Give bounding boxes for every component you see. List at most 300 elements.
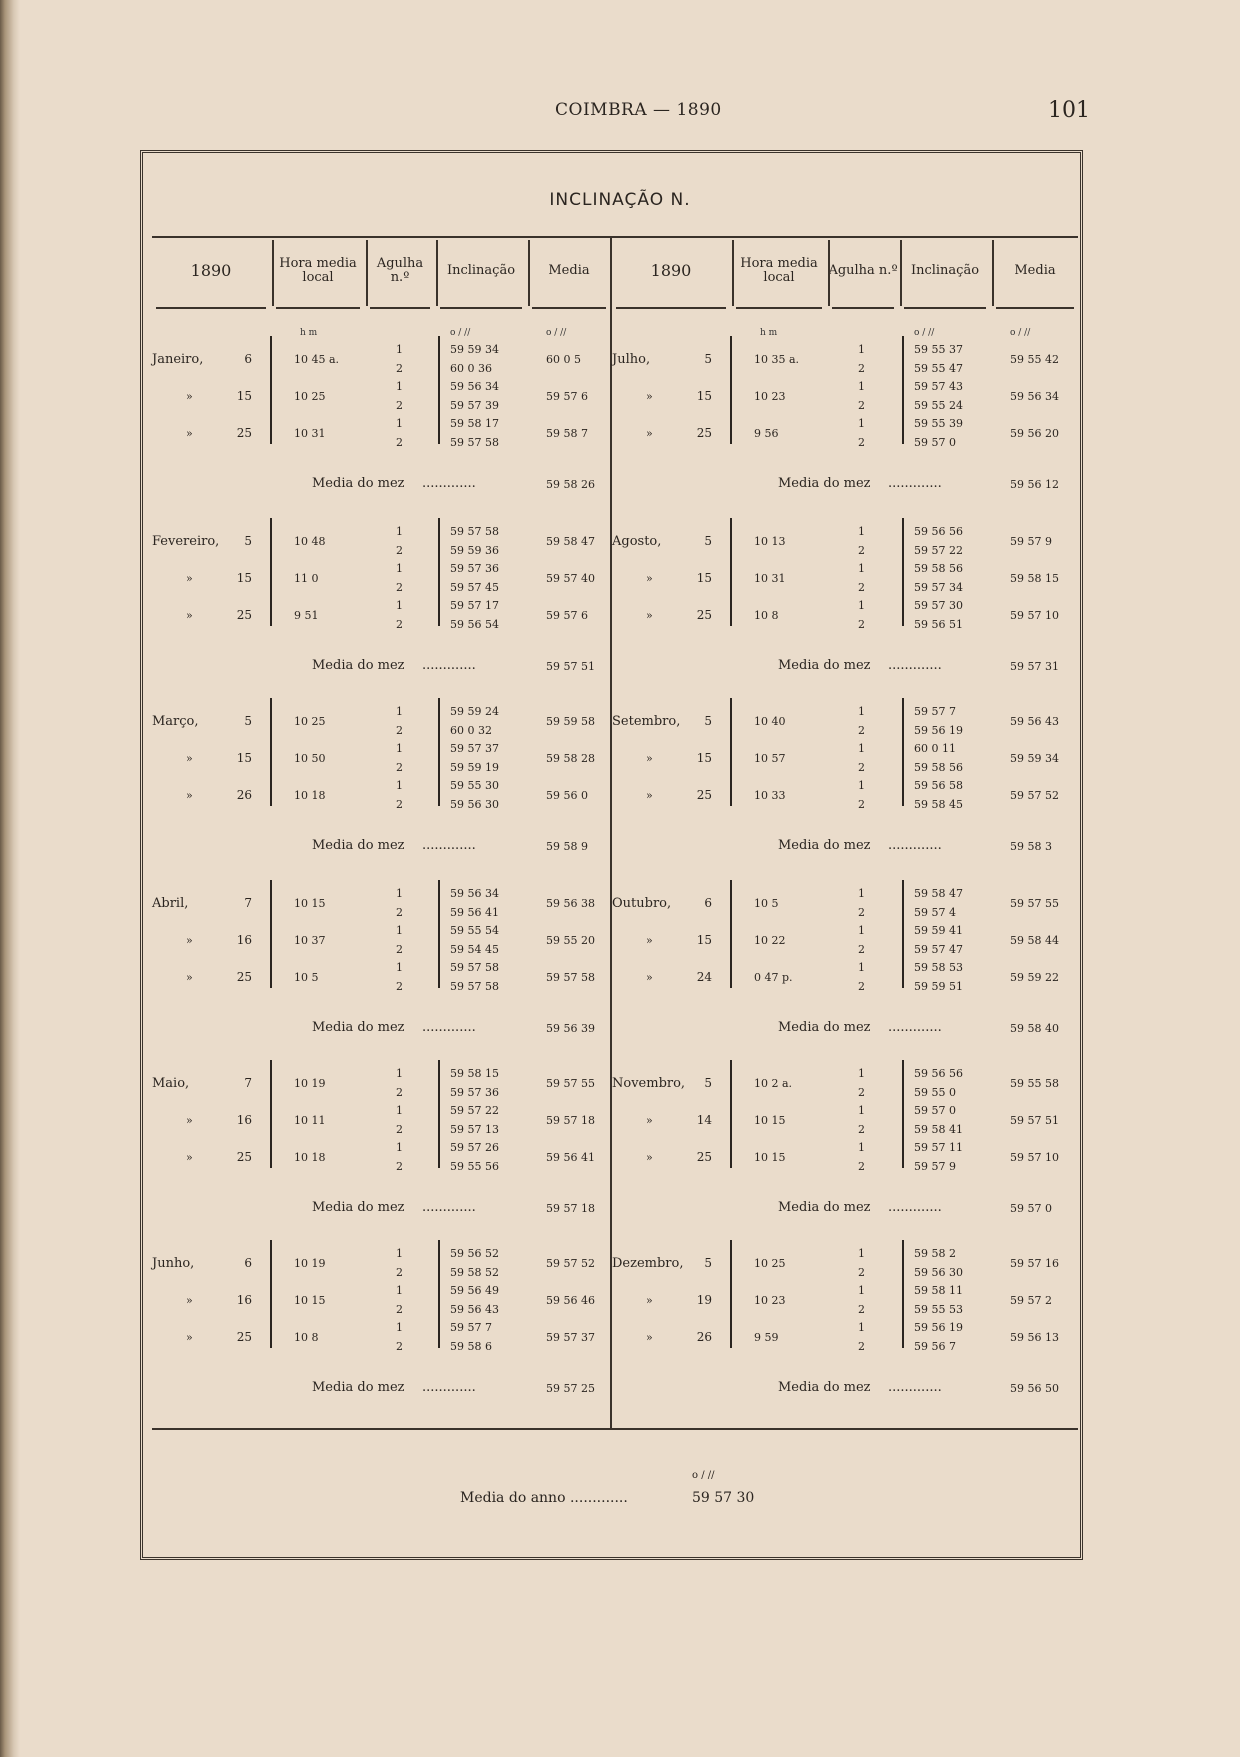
inclination-value: 59 58 15 [450,1067,499,1080]
monthly-mean-value: 59 57 51 [546,660,595,673]
month-name: Fevereiro, [152,534,220,549]
column-header: Hora media local [740,256,818,285]
needle-number: 1 [858,1141,865,1154]
header-divider [436,240,438,306]
monthly-mean-dots: ............. [422,1200,476,1215]
ditto-mark: » [646,1331,653,1344]
inclination-value: 59 59 36 [450,544,499,557]
page-title: COIMBRA — 1890 [555,100,722,120]
mean-value: 59 58 28 [546,752,595,765]
mean-value: 59 57 2 [1010,1294,1052,1307]
day-number: 25 [696,608,712,622]
inclination-value: 59 57 36 [450,1086,499,1099]
monthly-mean-dots: ............. [422,658,476,673]
inclination-value: 59 57 37 [450,742,499,755]
inclination-value: 59 57 0 [914,436,956,449]
inclination-value: 59 57 7 [450,1321,492,1334]
needle-number: 2 [396,1123,403,1136]
needle-number: 1 [858,1284,865,1297]
needle-number: 1 [396,380,403,393]
annual-dots: ............. [565,1490,628,1506]
day-number: 6 [244,1256,252,1270]
inclination-value: 59 57 17 [450,599,499,612]
hour-value: 10 31 [754,572,786,585]
day-number: 24 [696,970,712,984]
month-name: Maio, [152,1076,190,1091]
hour-value: 9 56 [754,427,779,440]
month-name: Novembro, [612,1076,686,1091]
needle-number: 1 [396,961,403,974]
inclination-value: 59 55 24 [914,399,963,412]
monthly-mean-label: Media do mez [778,658,871,673]
inclination-value: 59 56 56 [914,525,963,538]
monthly-mean-label: Media do mez [778,838,871,853]
mean-value: 59 57 10 [1010,609,1059,622]
monthly-mean-label: Media do mez [312,658,405,673]
needle-number: 1 [858,887,865,900]
mean-value: 59 57 51 [1010,1114,1059,1127]
hour-value: 11 0 [294,572,319,585]
inclination-value: 59 58 47 [914,887,963,900]
ditto-mark: » [186,934,193,947]
inclination-value: 59 56 7 [914,1340,956,1353]
hour-value: 10 25 [294,715,326,728]
block-divider [438,880,440,988]
hour-value: 10 5 [294,971,319,984]
needle-number: 1 [858,924,865,937]
hour-value: 10 19 [294,1077,326,1090]
monthly-mean-value: 59 56 39 [546,1022,595,1035]
hour-value: 10 31 [294,427,326,440]
needle-number: 2 [858,1266,865,1279]
monthly-mean-label: Media do mez [778,1200,871,1215]
monthly-mean-value: 59 58 26 [546,478,595,491]
needle-number: 1 [396,562,403,575]
day-number: 5 [244,534,252,548]
inclination-value: 59 55 47 [914,362,963,375]
hour-value: 10 13 [754,535,786,548]
inclination-value: 59 57 58 [450,961,499,974]
needle-number: 2 [396,943,403,956]
mean-value: 59 55 20 [546,934,595,947]
mean-value: 59 57 55 [546,1077,595,1090]
header-underline [996,307,1074,309]
month-name: Julho, [612,352,651,367]
monthly-mean-label: Media do mez [778,476,871,491]
month-name: Março, [152,714,199,729]
inclination-value: 59 55 56 [450,1160,499,1173]
day-number: 15 [696,751,712,765]
inclination-value: 59 56 30 [914,1266,963,1279]
day-number: 5 [704,714,712,728]
inclination-value: 59 56 34 [450,380,499,393]
header-top-rule [152,236,1078,238]
mean-value: 59 57 9 [1010,535,1052,548]
block-divider [438,698,440,806]
inclination-value: 59 57 11 [914,1141,963,1154]
monthly-mean-label: Media do mez [312,1200,405,1215]
inclination-value: 59 57 26 [450,1141,499,1154]
hour-value: 10 33 [754,789,786,802]
mean-value: 59 57 37 [546,1331,595,1344]
needle-number: 2 [396,1303,403,1316]
monthly-mean-dots: ............. [888,838,942,853]
inclination-value: 59 57 58 [450,980,499,993]
day-number: 6 [704,896,712,910]
needle-number: 2 [396,980,403,993]
hour-value: 10 23 [754,390,786,403]
inclination-value: 59 56 19 [914,724,963,737]
hour-value: 10 25 [754,1257,786,1270]
monthly-mean-dots: ............. [888,1380,942,1395]
column-header: Hora media local [279,256,357,285]
mean-value: 59 57 6 [546,609,588,622]
needle-number: 1 [396,1141,403,1154]
needle-number: 2 [858,1160,865,1173]
needle-number: 2 [858,581,865,594]
inclination-value: 59 58 56 [914,761,963,774]
day-number: 5 [704,352,712,366]
hour-value: 10 37 [294,934,326,947]
day-number: 15 [696,389,712,403]
hour-value: 10 15 [294,897,326,910]
day-number: 15 [696,933,712,947]
month-name: Setembro, [612,714,681,729]
mean-value: 59 56 43 [1010,715,1059,728]
column-header: Agulha n.º [828,263,898,278]
hour-value: 10 25 [294,390,326,403]
inclination-value: 59 56 51 [914,618,963,631]
needle-number: 2 [858,436,865,449]
monthly-mean-value: 59 58 40 [1010,1022,1059,1035]
inclination-unit: o / // [914,328,935,338]
needle-number: 1 [396,887,403,900]
day-number: 16 [236,1293,252,1307]
inclination-value: 59 59 19 [450,761,499,774]
monthly-mean-value: 59 56 50 [1010,1382,1059,1395]
hour-value: 10 45 a. [294,353,340,366]
monthly-mean-label: Media do mez [312,1380,405,1395]
inclination-unit: o / // [450,328,471,338]
ditto-mark: » [186,609,193,622]
monthly-mean-value: 59 57 25 [546,1382,595,1395]
block-divider [438,518,440,626]
column-header: 1890 [190,261,232,280]
inclination-value: 60 0 11 [914,742,956,755]
inclination-value: 59 57 36 [450,562,499,575]
inclination-value: 59 57 47 [914,943,963,956]
needle-number: 2 [858,1123,865,1136]
header-underline [736,307,822,309]
needle-number: 1 [858,961,865,974]
inclination-value: 59 56 30 [450,798,499,811]
inclination-value: 59 56 19 [914,1321,963,1334]
day-number: 15 [236,751,252,765]
mean-value: 59 59 22 [1010,971,1059,984]
day-number: 6 [244,352,252,366]
inclination-value: 59 59 51 [914,980,963,993]
needle-number: 2 [396,362,403,375]
inclination-value: 59 56 58 [914,779,963,792]
monthly-mean-dots: ............. [422,1380,476,1395]
hour-value: 9 51 [294,609,319,622]
inclination-value: 59 59 34 [450,343,499,356]
needle-number: 1 [858,599,865,612]
needle-number: 2 [396,1340,403,1353]
header-divider [900,240,902,306]
block-divider [902,698,904,806]
needle-number: 1 [396,1104,403,1117]
ditto-mark: » [186,1294,193,1307]
needle-number: 2 [858,1303,865,1316]
mean-value: 59 55 58 [1010,1077,1059,1090]
column-header: Inclinação [446,263,516,278]
day-number: 7 [244,896,252,910]
inclination-value: 59 56 52 [450,1247,499,1260]
monthly-mean-value: 59 57 0 [1010,1202,1052,1215]
inclination-value: 59 56 49 [450,1284,499,1297]
needle-number: 2 [396,544,403,557]
monthly-mean-dots: ............. [888,1200,942,1215]
ditto-mark: » [646,1114,653,1127]
month-name: Agosto, [612,534,662,549]
needle-number: 2 [858,544,865,557]
inclination-value: 59 57 9 [914,1160,956,1173]
mean-value: 59 57 10 [1010,1151,1059,1164]
needle-number: 1 [396,525,403,538]
monthly-mean-dots: ............. [888,476,942,491]
hour-unit: h m [300,328,318,338]
annual-mean-label: Media do anno [460,1490,566,1506]
header-underline [156,307,266,309]
day-number: 15 [236,389,252,403]
mean-value: 59 59 34 [1010,752,1059,765]
inclination-value: 59 58 45 [914,798,963,811]
inclination-value: 59 57 30 [914,599,963,612]
block-divider [730,336,732,444]
mean-value: 59 58 44 [1010,934,1059,947]
ditto-mark: » [646,752,653,765]
block-divider [270,698,272,806]
inclination-value: 59 54 45 [450,943,499,956]
inclination-value: 59 57 39 [450,399,499,412]
needle-number: 2 [858,724,865,737]
needle-number: 2 [396,798,403,811]
block-divider [438,1060,440,1168]
annual-mean [460,1470,755,1506]
inclination-value: 60 0 36 [450,362,492,375]
needle-number: 2 [858,1086,865,1099]
ditto-mark: » [646,789,653,802]
day-number: 15 [236,571,252,585]
monthly-mean-value: 59 58 3 [1010,840,1052,853]
needle-number: 1 [858,417,865,430]
month-name: Outubro, [612,896,672,911]
day-number: 25 [696,1150,712,1164]
mean-value: 59 56 34 [1010,390,1059,403]
needle-number: 2 [858,980,865,993]
inclination-value: 59 58 11 [914,1284,963,1297]
ditto-mark: » [646,427,653,440]
month-name: Janeiro, [152,352,204,367]
needle-number: 1 [396,343,403,356]
needle-number: 2 [858,943,865,956]
ditto-mark: » [186,1331,193,1344]
mean-value: 59 56 0 [546,789,588,802]
ditto-mark: » [186,752,193,765]
column-header: 1890 [650,261,692,280]
inclination-value: 59 56 41 [450,906,499,919]
mean-unit: o / // [546,328,567,338]
needle-number: 2 [396,618,403,631]
inclination-value: 59 58 53 [914,961,963,974]
needle-number: 1 [396,705,403,718]
needle-number: 1 [858,1104,865,1117]
monthly-mean-dots: ............. [888,658,942,673]
needle-number: 1 [396,779,403,792]
needle-number: 1 [858,1321,865,1334]
hour-value: 10 35 a. [754,353,800,366]
needle-number: 1 [858,779,865,792]
needle-number: 2 [396,436,403,449]
inclination-value: 59 55 54 [450,924,499,937]
needle-number: 2 [396,724,403,737]
needle-number: 1 [858,705,865,718]
monthly-mean-dots: ............. [422,476,476,491]
hour-value: 10 15 [754,1114,786,1127]
ditto-mark: » [646,609,653,622]
day-number: 25 [236,608,252,622]
inclination-value: 59 59 24 [450,705,499,718]
mean-unit: o / // [1010,328,1031,338]
block-divider [902,880,904,988]
inclination-value: 59 57 22 [450,1104,499,1117]
monthly-mean-label: Media do mez [312,838,405,853]
mean-value: 59 56 46 [546,1294,595,1307]
needle-number: 2 [858,761,865,774]
mean-value: 59 58 47 [546,535,595,548]
inclination-value: 60 0 32 [450,724,492,737]
needle-number: 2 [858,618,865,631]
ditto-mark: » [646,971,653,984]
hour-unit: h m [760,328,778,338]
needle-number: 1 [396,599,403,612]
hour-value: 10 40 [754,715,786,728]
month-name: Dezembro, [612,1256,684,1271]
day-number: 25 [236,970,252,984]
page-number: 101 [1048,98,1090,123]
hour-value: 10 18 [294,1151,326,1164]
needle-number: 2 [858,798,865,811]
block-divider [438,336,440,444]
annual-mean-value: 59 57 30 [692,1490,755,1506]
needle-number: 1 [858,742,865,755]
monthly-mean-label: Media do mez [312,476,405,491]
mean-value: 59 55 42 [1010,353,1059,366]
monthly-mean-label: Media do mez [778,1020,871,1035]
header-divider [992,240,994,306]
needle-number: 1 [396,742,403,755]
mean-value: 59 58 7 [546,427,588,440]
hour-value: 10 2 a. [754,1077,793,1090]
inclination-value: 59 57 7 [914,705,956,718]
block-divider [730,518,732,626]
needle-number: 2 [858,906,865,919]
block-divider [730,1240,732,1348]
table-title: INCLINAÇÃO N. [549,190,691,210]
header-underline [370,307,430,309]
inclination-value: 59 55 39 [914,417,963,430]
inclination-value: 59 57 43 [914,380,963,393]
annual-unit: o / // [692,1470,715,1481]
inclination-value: 59 59 41 [914,924,963,937]
inclination-value: 59 58 2 [914,1247,956,1260]
table-bottom-rule [152,1428,1078,1430]
day-number: 19 [696,1293,712,1307]
needle-number: 2 [858,362,865,375]
needle-number: 1 [396,1284,403,1297]
inclination-value: 59 58 41 [914,1123,963,1136]
header-underline [440,307,522,309]
block-divider [270,1060,272,1168]
day-number: 25 [236,1330,252,1344]
day-number: 5 [244,714,252,728]
header-underline [276,307,360,309]
ditto-mark: » [646,390,653,403]
inclination-value: 59 58 56 [914,562,963,575]
needle-number: 1 [396,1321,403,1334]
ditto-mark: » [186,572,193,585]
ditto-mark: » [186,971,193,984]
needle-number: 2 [396,399,403,412]
inclination-value: 59 56 56 [914,1067,963,1080]
ditto-mark: » [646,572,653,585]
ditto-mark: » [186,390,193,403]
needle-number: 1 [858,525,865,538]
hour-value: 10 15 [754,1151,786,1164]
hour-value: 10 22 [754,934,786,947]
inclination-value: 59 57 58 [450,436,499,449]
hour-value: 10 8 [294,1331,319,1344]
block-divider [270,880,272,988]
day-number: 25 [236,1150,252,1164]
day-number: 25 [696,788,712,802]
mean-value: 59 59 58 [546,715,595,728]
day-number: 5 [704,1076,712,1090]
hour-value: 10 8 [754,609,779,622]
inclination-value: 59 57 22 [914,544,963,557]
hour-value: 10 50 [294,752,326,765]
hour-value: 10 57 [754,752,786,765]
mean-value: 59 58 15 [1010,572,1059,585]
needle-number: 2 [396,1266,403,1279]
monthly-mean-label: Media do mez [778,1380,871,1395]
hour-value: 10 48 [294,535,326,548]
mean-value: 59 57 55 [1010,897,1059,910]
header-divider [272,240,274,306]
header-divider [366,240,368,306]
mean-value: 59 57 52 [1010,789,1059,802]
block-divider [902,336,904,444]
ditto-mark: » [186,1114,193,1127]
monthly-mean-value: 59 57 18 [546,1202,595,1215]
day-number: 15 [696,571,712,585]
needle-number: 1 [858,562,865,575]
block-divider [730,698,732,806]
block-divider [730,880,732,988]
hour-value: 9 59 [754,1331,779,1344]
mean-value: 59 57 40 [546,572,595,585]
